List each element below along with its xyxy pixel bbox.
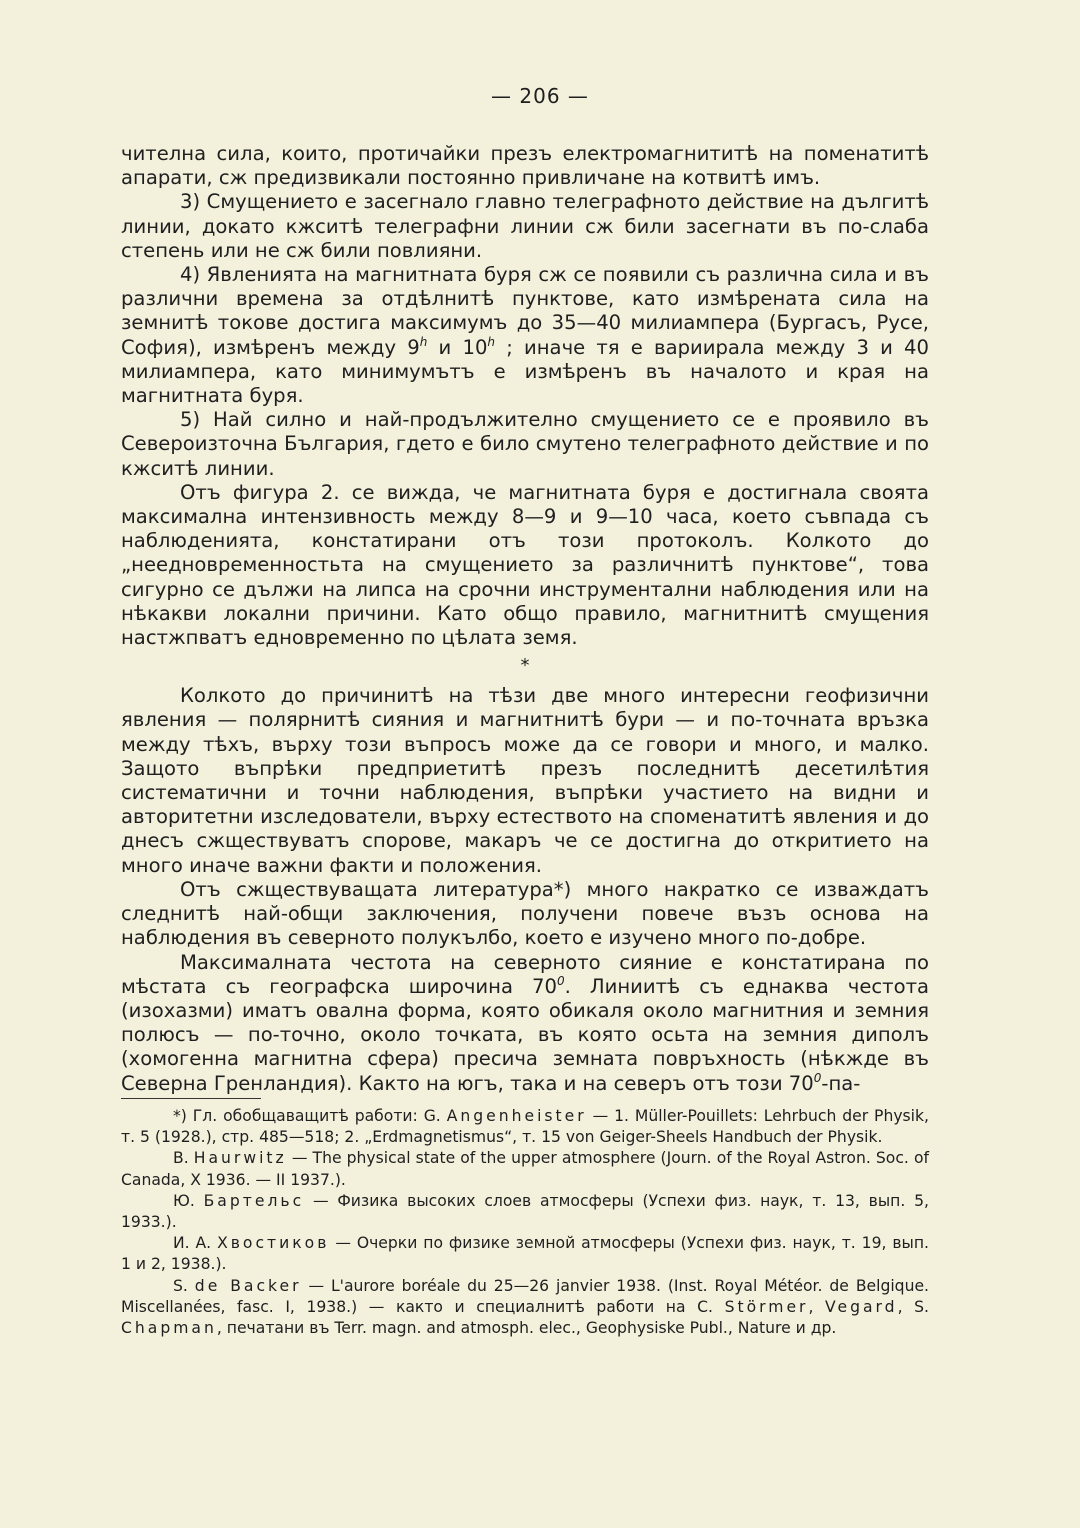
paragraph-causes: Колкото до причинитѣ на тѣзи две много интересни геофизични явления — полярнитѣ сияния и магнитнитѣ бури — и по-точната връзка между тѣхъ, върху този въпросъ може да се говори и много, и малко. Защото въпрѣки предприетитѣ презъ последнитѣ десетилѣтия систематични и точни наблюдения, въпрѣки участието на видни и авторитетни изследователи, върху естеството на споменатитѣ явления и до днесъ сжществуватъ спорове, макаръ че се достигна до откритието на много иначе важни факти и положения.: [121, 684, 929, 877]
footnote-text: B.: [173, 1149, 189, 1168]
body-text: [121, 142, 929, 1096]
footnote-text: Ю.: [173, 1191, 195, 1210]
author-name: Бартельс: [203, 1191, 305, 1210]
footnote-text: — 1. Müller-Pouillets: Lehrbuch der Physik, т. 5 (1928.), стр. 485—518; 2. „Erdmagnetismus“, т. 15 von Geiger-Sheels Handbuch der Physik.: [121, 1107, 930, 1147]
footnote-text: И. А.: [173, 1234, 212, 1253]
footnote-text: ,: [808, 1297, 814, 1316]
author-name: Chapman: [121, 1319, 217, 1338]
footnote-divider: [121, 1098, 261, 1099]
paragraph-max-part-3: -па-: [821, 1071, 861, 1095]
footnote-text: — Физика высоких слоев атмосферы (Успехи физ. наук, т. 13, вып. 5, 1933.).: [121, 1191, 930, 1232]
paragraph-item-4-part-3: ; иначе тя е вариирала между 3 и 40 милиампера, като минимумътъ е измѣренъ въ началото и края на магнитната буря.: [121, 335, 929, 408]
footnotes: [121, 1106, 929, 1339]
footnote-5: [121, 1276, 929, 1340]
paragraph-item-4-part-2: и 10: [438, 335, 488, 359]
author-name: Störmer: [724, 1297, 809, 1316]
degree-superscript: 0: [813, 1070, 822, 1085]
footnote-1: [121, 1106, 929, 1148]
hour-superscript: h: [419, 334, 428, 349]
paragraph-item-3: 3) Смущението е засегнало главно телеграфното действие на дългитѣ линии, докато кжситѣ телеграфни линии сж били засегнати въ по-слаба степень или не сж били повлияни.: [121, 190, 929, 262]
section-separator-asterisk: *: [520, 655, 530, 677]
footnote-text: , печатани въ Terr. magn. and atmosph. elec., Geophysiske Publ., Nature и др.: [216, 1319, 837, 1338]
footnote-text: , S.: [897, 1297, 929, 1316]
paragraph-max-part-1: Максималната честота на северното сияние е констатирана по мѣстата съ географска широчина 70: [121, 950, 929, 998]
footnote-text: S.: [173, 1276, 188, 1295]
paragraph-maximum-frequency: [121, 951, 929, 1096]
footnote-text: — Очерки по физике земной атмосферы (Успехи физ. наук, т. 19, вып. 1 и 2, 1938.).: [121, 1234, 930, 1274]
paragraph-item-4: [121, 263, 929, 408]
footnote-text: — The physical state of the upper atmosphere (Journ. of the Royal Astron. Soc. of Canada, X 1936. — II 1937.).: [121, 1149, 929, 1189]
author-name: Vegard: [825, 1297, 898, 1316]
paragraph-literature: Отъ сжществуващата литература*) много накратко се изваждатъ следнитѣ най-общи заключения, получени повече възъ основа на наблюдения въ северното полукълбо, което е изучено много по-добре.: [121, 877, 929, 950]
author-name: Haurwitz: [193, 1149, 287, 1168]
paragraph-figure-2: Отъ фигура 2. се вижда, че магнитната буря е достигнала своята максимална интензивность между 8—9 и 9—10 часа, което съвпада съ наблюденията, констатирани отъ този протоколъ. Колкото до „неедновременностьта на смущението за различнитѣ пунктове“, това сигурно се дължи на липса на срочни инструментални наблюдения или на нѣкакви локални причини. Като общо правило, магнитнитѣ смущения настжпватъ едновременно по цѣлата земя.: [121, 480, 929, 650]
author-name: de Backer: [194, 1276, 302, 1295]
footnote-2: [121, 1148, 929, 1190]
paragraph-max-part-2: . Линиитѣ съ еднаква честота (изохазми) иматъ овална форма, която обикаля около магнитния и земния полюсъ — по-точно, около точката, въ която осьта на земния диполъ (хомогенна магнитна сфера) пресича земната повръхность (нѣкжде въ Северна Гренландия). Както на югъ, така и на северъ отъ този 70: [121, 974, 930, 1095]
author-name: Хвостиков: [217, 1234, 330, 1253]
page-number: — 206 —: [491, 84, 589, 108]
footnote-4: [121, 1233, 929, 1275]
footnote-text: *) Гл. обобщаващитѣ работи: G.: [173, 1107, 441, 1125]
hour-superscript: h: [487, 334, 496, 349]
degree-superscript: 0: [556, 973, 565, 988]
footnote-3: [121, 1191, 929, 1233]
paragraph-continuation: чителна сила, които, протичайки презъ електромагнититѣ на поменатитѣ апарати, сж предизвикали постоянно привличане на котвитѣ имъ.: [121, 142, 929, 190]
footnote-text: — L'aurore boréale du 25—26 janvier 1938. (Inst. Royal Météor. de Belgique. Miscellanées, fasc. I, 1938.) — както и специалнитѣ работи на C.: [121, 1276, 930, 1316]
paragraph-item-4-part-1: 4) Явленията на магнитната буря сж се появили съ различна сила и въ различни времена за отдѣлнитѣ пунктове, като измѣрената сила на земнитѣ токове достига максимумъ до 35—40 милиампера (Бургасъ, Русе, София), измѣренъ между 9: [121, 263, 929, 359]
paragraph-item-5: 5) Най силно и най-продължително смущението се е проявило въ Североизточна България, гдето е било смутено телеграфното действие и по кжситѣ линии.: [121, 408, 929, 480]
author-name: Angenheister: [446, 1107, 587, 1125]
